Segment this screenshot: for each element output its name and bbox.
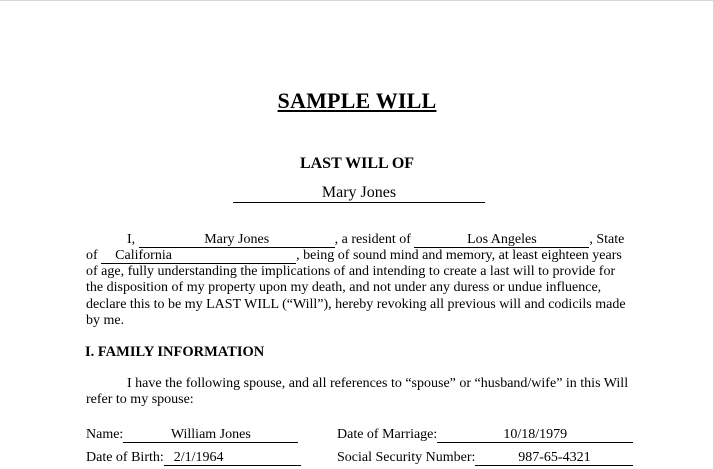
dob-label: Date of Birth: [86, 450, 164, 465]
section-heading-family-info: I. FAMILY INFORMATION [85, 344, 265, 360]
intro-line-1 [127, 232, 624, 248]
intro-line-2 [86, 248, 622, 264]
family-text-line-1: I have the following spouse, and all references to “spouse” or “husband/wife” in this Will [127, 376, 629, 391]
spouse-name-field: William Jones [123, 428, 298, 443]
state-label: , State [589, 232, 625, 247]
marriage-date-row [337, 427, 633, 443]
document-title: SAMPLE WILL [277, 88, 437, 113]
ssn-field: 987-65-4321 [475, 451, 633, 466]
document-subtitle: LAST WILL OF [299, 155, 415, 172]
name-field: Mary Jones [139, 233, 335, 248]
family-text-line-2: refer to my spouse: [86, 392, 194, 407]
spouse-dob-row [86, 450, 301, 466]
intro-i: I, [127, 232, 136, 247]
intro-line-4: the disposition of my property upon my death, and not under any duress or undue influence, [86, 280, 602, 295]
spouse-name-row [86, 427, 298, 443]
marriage-date-field: 10/18/1979 [437, 428, 633, 443]
intro-line-5: declare this to be my LAST WILL (“Will”), hereby revoking all previous will and codicils made [86, 297, 626, 312]
of-label: of [86, 248, 98, 263]
city-field: Los Angeles [414, 233, 589, 248]
intro-line-3: of age, fully understanding the implications of and intending to create a last will to provide for [86, 264, 616, 279]
testator-name-field: Mary Jones [233, 184, 485, 203]
spouse-name-label: Name: [86, 427, 124, 442]
ssn-label: Social Security Number: [337, 450, 476, 465]
intro-line-6: by me. [86, 313, 125, 328]
ssn-row [337, 450, 633, 466]
dob-field: 2/1/1964 [164, 451, 301, 466]
intro-line-2-rest: , being of sound mind and memory, at least eighteen years [296, 248, 622, 263]
marriage-date-label: Date of Marriage: [337, 427, 438, 442]
resident-of-text: , a resident of [334, 232, 411, 247]
state-field: California [101, 249, 296, 264]
